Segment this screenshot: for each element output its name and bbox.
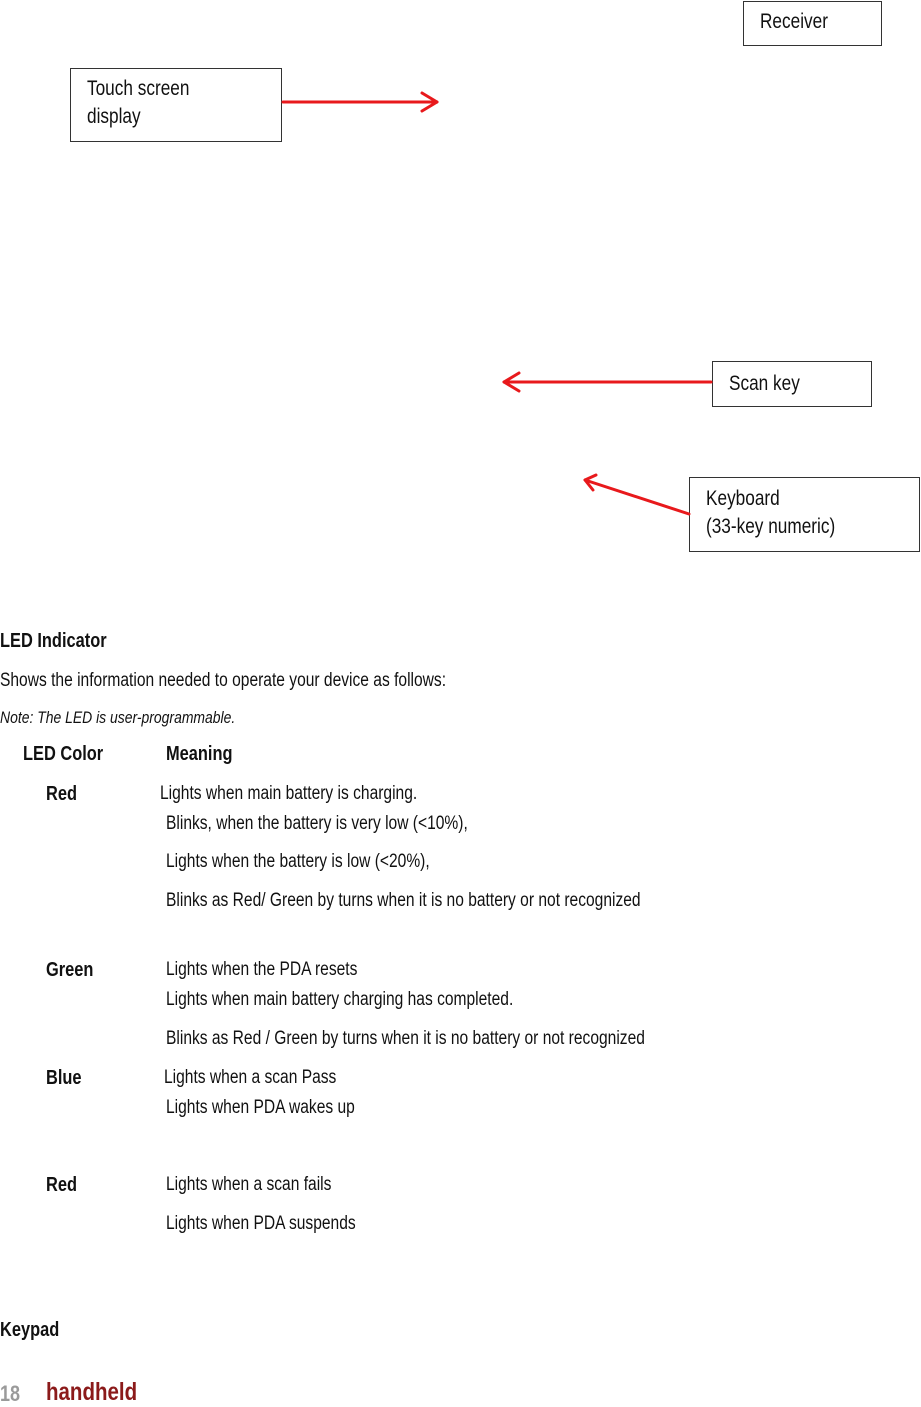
led-color-column-header — [23, 743, 121, 766]
led-color-column-header-text: LED Color — [23, 743, 104, 765]
led-indicator-heading-text: LED Indicator — [0, 630, 107, 652]
meaning-text: Blinks as Red/ Green by turns when it is no battery or not recognized — [166, 890, 641, 911]
keypad-heading-text: Keypad — [0, 1319, 60, 1341]
led-color-red-scan-text: Red — [46, 1174, 77, 1196]
led-intro-text — [0, 670, 544, 692]
meaning-text: Lights when the battery is low (<20%), — [166, 851, 430, 872]
meaning-item — [166, 1097, 396, 1119]
meaning-column-header — [166, 743, 247, 766]
page-number-text: 18 — [0, 1381, 21, 1406]
led-color-green — [46, 959, 104, 982]
meaning-text: Lights when the PDA resets — [166, 959, 358, 980]
led-color-blue-text: Blue — [46, 1067, 82, 1089]
page-number — [0, 1381, 24, 1407]
keyboard-label-line1: Keyboard — [706, 487, 780, 510]
led-color-blue — [46, 1067, 89, 1090]
meaning-item — [166, 851, 488, 873]
keypad-heading — [0, 1319, 72, 1342]
scan-key-label: Scan key — [729, 372, 800, 395]
led-color-green-text: Green — [46, 959, 94, 981]
meaning-text: Blinks as Red / Green by turns when it is no battery or not recognized — [166, 1028, 645, 1049]
touch-screen-label-line1: Touch screen — [87, 77, 190, 100]
led-note — [0, 708, 287, 728]
meaning-item — [166, 1028, 750, 1050]
meaning-text: Lights when a scan Pass — [164, 1067, 337, 1088]
keyboard-label-line2: (33-key numeric) — [706, 515, 836, 538]
meaning-item — [166, 1213, 397, 1235]
meaning-item — [164, 1067, 374, 1089]
footer-title-text: handheld — [46, 1378, 138, 1406]
meaning-item — [166, 1174, 368, 1196]
meaning-text: Lights when PDA wakes up — [166, 1097, 355, 1118]
meaning-item — [166, 890, 745, 912]
meaning-text: Lights when main battery charging has completed. — [166, 989, 514, 1010]
scan-key-arrow — [504, 373, 711, 391]
keyboard-arrow — [585, 475, 689, 514]
meaning-item — [166, 813, 534, 835]
led-color-red — [46, 783, 84, 806]
led-indicator-heading — [0, 630, 130, 653]
touch-screen-arrow — [283, 93, 437, 111]
meaning-item — [166, 989, 590, 1011]
led-note-text: Note: The LED is user-programmable. — [0, 708, 236, 727]
led-intro-text-span: Shows the information needed to operate your device as follows: — [0, 670, 447, 691]
touch-screen-label-line2: display — [87, 105, 141, 128]
meaning-item — [166, 959, 399, 981]
led-color-red-scan — [46, 1174, 84, 1197]
meaning-text: Lights when PDA suspends — [166, 1213, 356, 1234]
meaning-text: Lights when main battery is charging. — [160, 783, 418, 804]
meaning-text: Blinks, when the battery is very low (<10%), — [166, 813, 468, 834]
meaning-text: Lights when a scan fails — [166, 1174, 332, 1195]
led-color-red-text: Red — [46, 783, 77, 805]
receiver-label: Receiver — [760, 10, 828, 33]
meaning-column-header-text: Meaning — [166, 743, 233, 765]
meaning-item — [160, 783, 474, 805]
footer-title — [46, 1378, 157, 1407]
callout-arrows — [0, 0, 921, 600]
